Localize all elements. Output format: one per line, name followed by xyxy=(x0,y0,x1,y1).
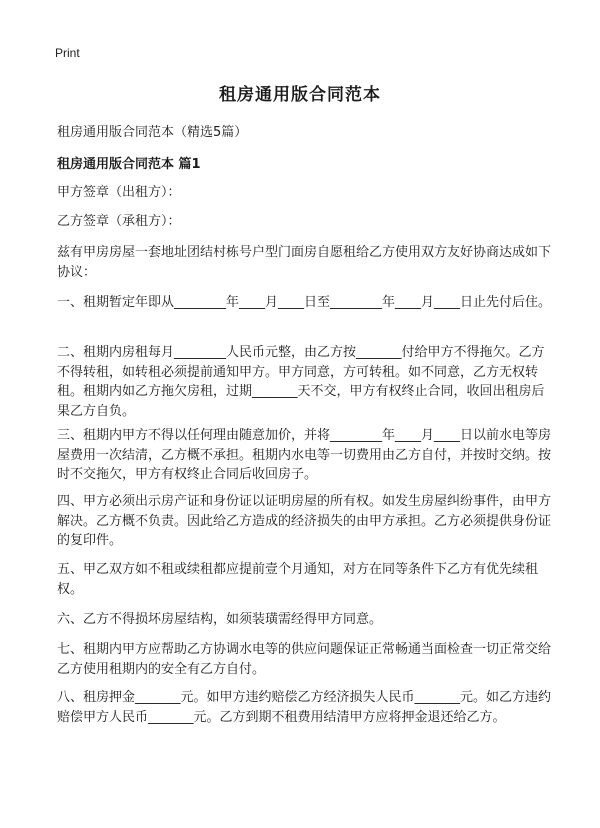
party-b-signature-line: 乙方签章（承租方）： xyxy=(57,214,181,229)
clause-8: 八、租房押金_______元。如甲方违约赔偿乙方经济损失人民币_______元。如乙方违约赔偿甲方人民币_______元。乙方到期不租费用结清甲方应将押金退还给乙方。 xyxy=(57,690,552,725)
clause-5: 五、甲乙双方如不租或续租都应提前壹个月通知，对方在同等条件下乙方有优先续租权。 xyxy=(57,562,539,597)
document-title: 租房通用版合同范本 xyxy=(219,85,381,105)
clause-1: 一、租期暂定年即从________年____月____日至________年____月____日止先付后住。 xyxy=(57,295,552,310)
clause-7: 七、租期内甲方应帮助乙方协调水电等的供应问题保证正常畅通当面检查一切正常交给乙方使用租期内的安全有乙方自付。 xyxy=(57,642,552,677)
clause-6: 六、乙方不得损坏房屋结构，如须装璜需经得甲方同意。 xyxy=(57,612,383,627)
agreement-intro: 兹有甲房房屋一套地址团结村栋号户型门面房自愿租给乙方使用双方友好协商达成如下协议： xyxy=(57,245,552,280)
clause-3: 三、租期内甲方不得以任何理由随意加价，并将________年____月____日以前水电等房屋费用一次结清，乙方概不承担。租期内水电等一切费用由乙方自付，并按时交纳。按时不交拖欠，甲方有权终止合同后收回房子。 xyxy=(57,428,552,482)
clause-2: 二、租期内房租每月________人民币元整，由乙方按_______付给甲方不得拖欠。乙方不得转租，如转租必须提前通知甲方。甲方同意，方可转租。如不同意，乙方无权转租。租期内如乙方拖欠房租，过期_______天不交，甲方有权终止合同，收回出租房后果乙方自负。 xyxy=(57,345,545,419)
clause-4: 四、甲方必须出示房产证和身份证以证明房屋的所有权。如发生房屋纠纷事件，由甲方解决。乙方概不负责。因此给乙方造成的经济损失的由甲方承担。乙方必须提供身份证的复印件。 xyxy=(57,494,552,548)
document-subtitle: 租房通用版合同范本（精选5篇） xyxy=(57,125,248,140)
section-title: 租房通用版合同范本 篇1 xyxy=(57,157,201,172)
party-a-signature-line: 甲方签章（出租方）： xyxy=(57,185,181,200)
print-link[interactable]: Print xyxy=(55,46,80,60)
